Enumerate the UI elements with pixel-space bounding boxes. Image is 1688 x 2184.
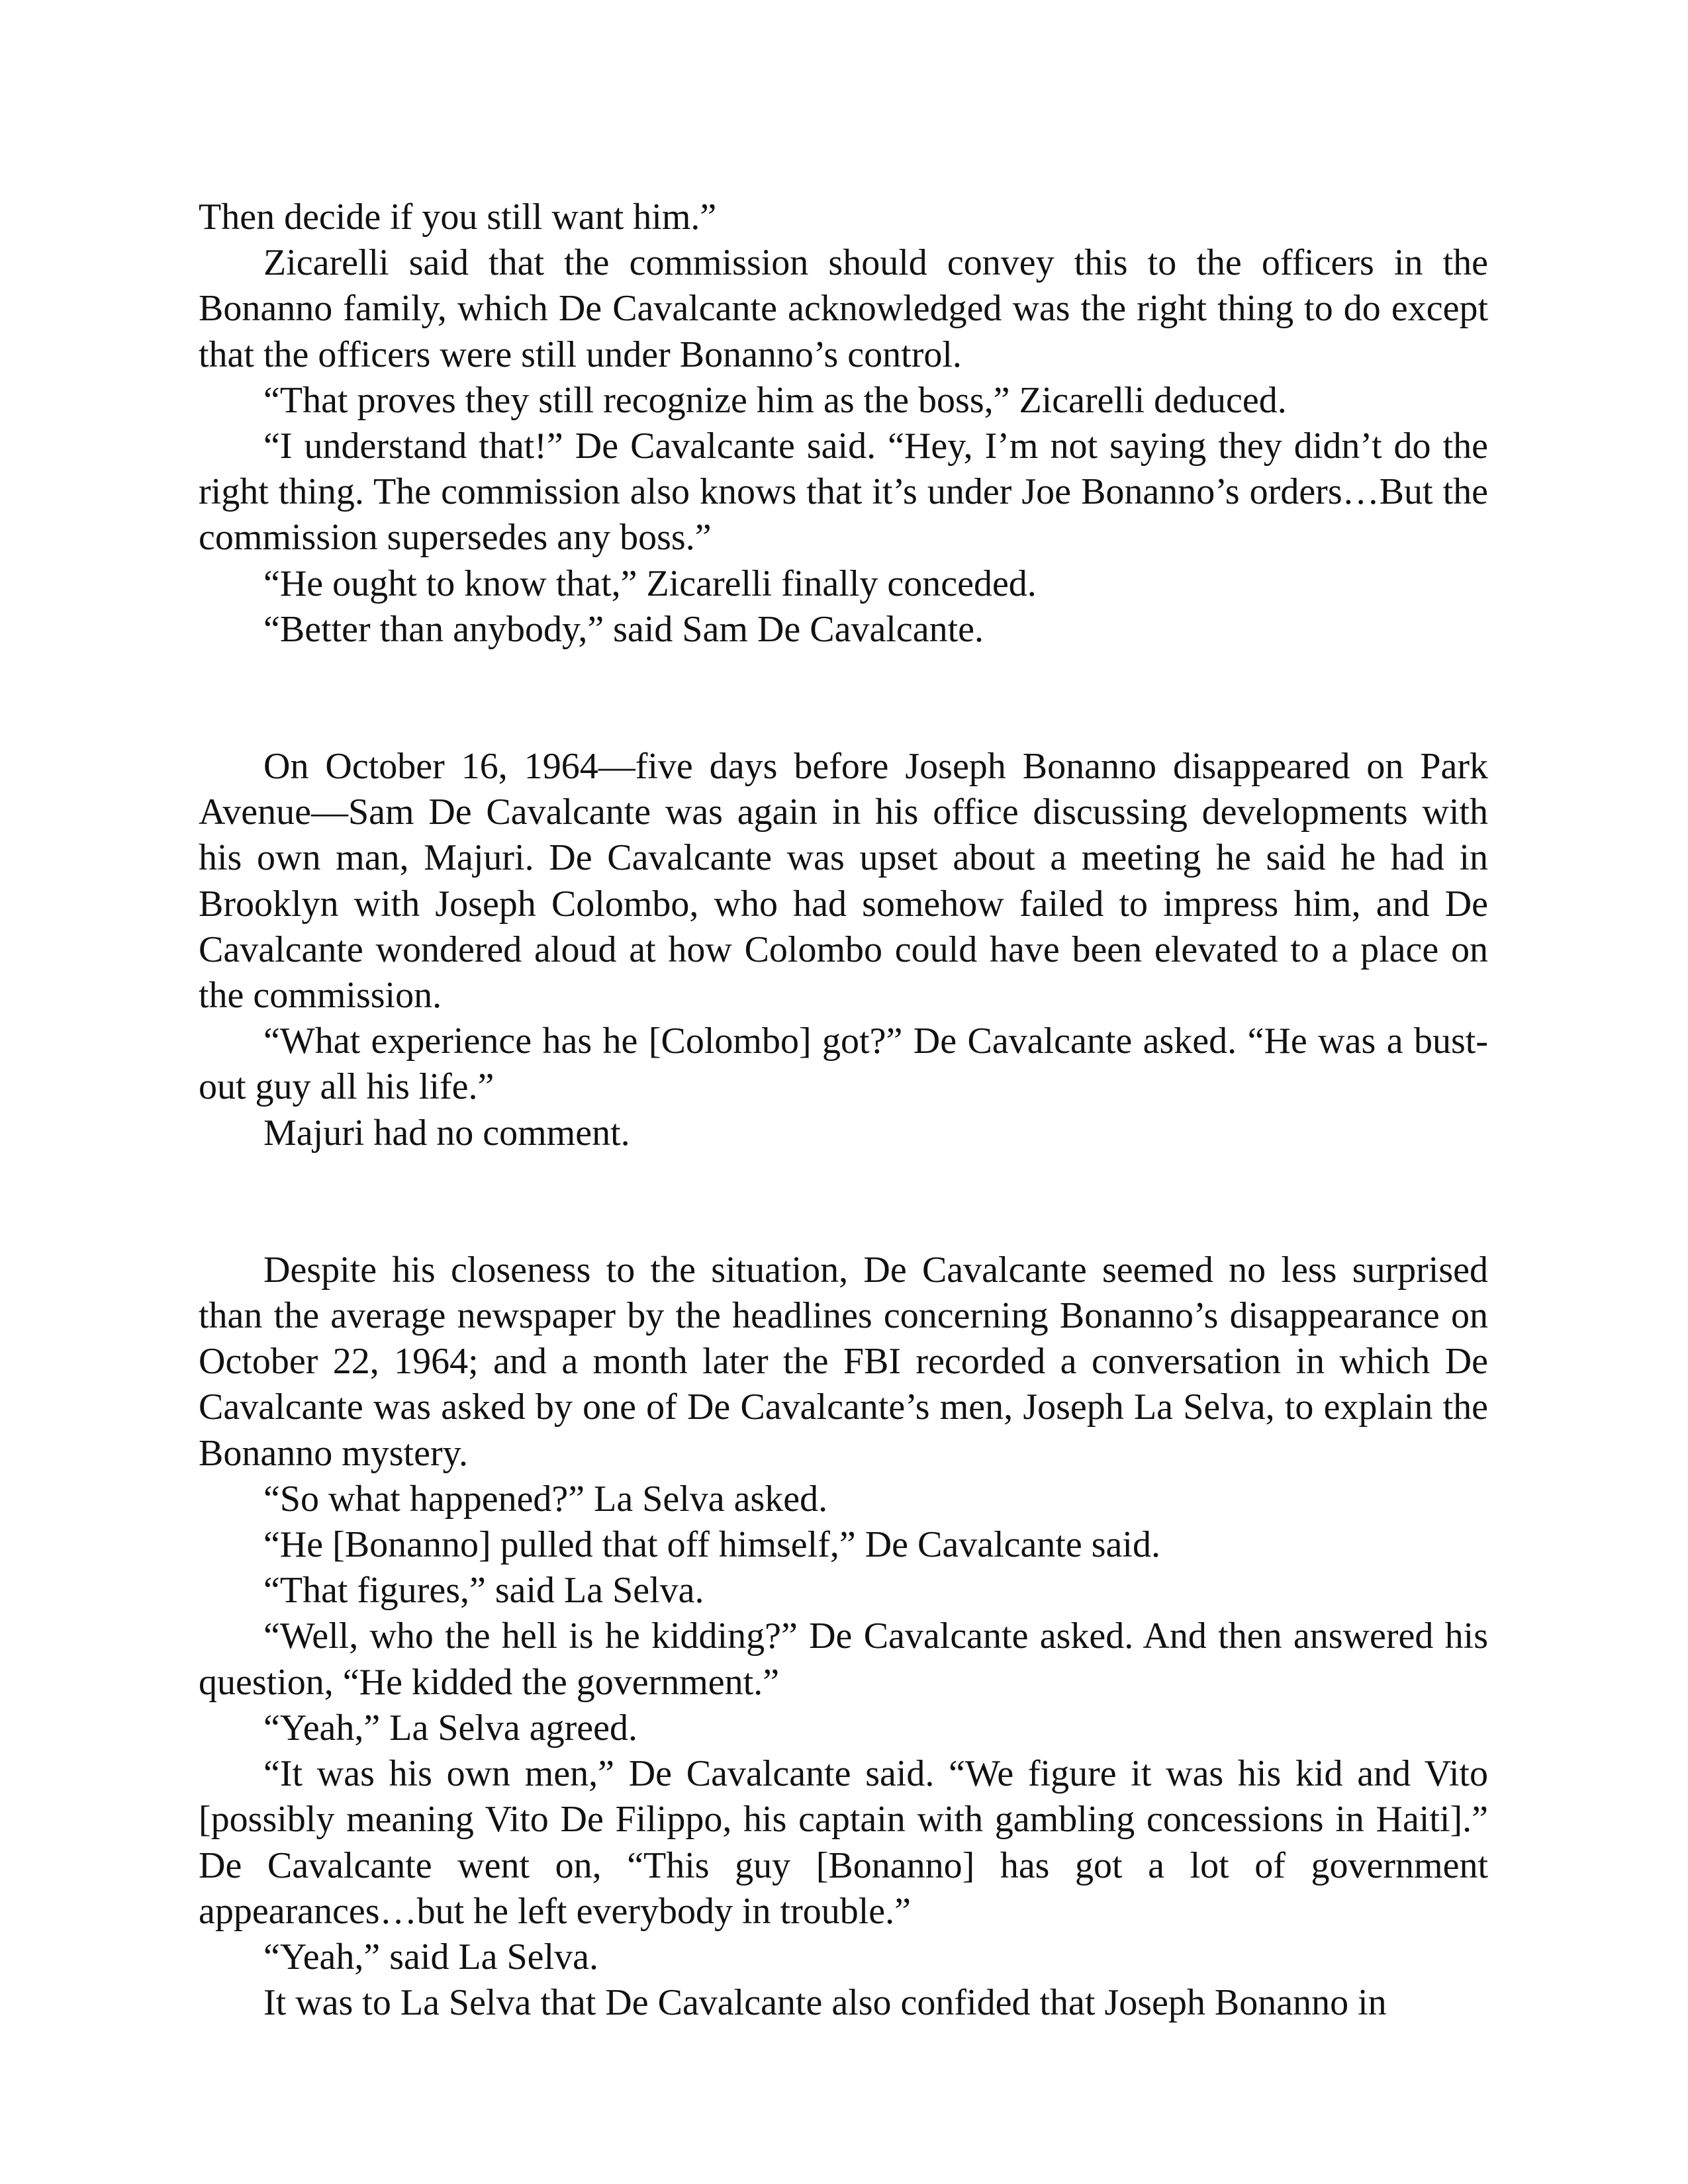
paragraph: “I understand that!” De Cavalcante said. “Hey, I’m not saying they didn’t do the right thing. The commission also knows that it’s under Joe Bonanno’s orders…But the commission supersedes any boss.” — [199, 426, 1488, 559]
paragraph: “Better than anybody,” said Sam De Cavalcante. — [263, 608, 984, 650]
paragraph: “So what happened?” La Selva asked. — [263, 1478, 828, 1520]
paragraph: Then decide if you still want him.” — [199, 197, 717, 238]
paragraph: “That proves they still recognize him as the boss,” Zicarelli deduced. — [263, 379, 1287, 421]
paragraph: On October 16, 1964—five days before Joseph Bonanno disappeared on Park Avenue—Sam De Cavalcante was again in his office discussing developments with his own man, Majuri. De Cavalcante was upset about a meeting he said he had in Brooklyn with Joseph Colombo, who had somehow failed to impress him, and De Cavalcante wondered aloud at how Colombo could have been elevated to a place on the commission. — [199, 746, 1488, 1017]
paragraph: Despite his closeness to the situation, De Cavalcante seemed no less surprised than the average newspaper by the headlines concerning Bonanno’s disappearance on October 22, 1964; and a month later the FBI recorded a conversation in which De Cavalcante was asked by one of De Cavalcante’s men, Joseph La Selva, to explain the Bonanno mystery. — [199, 1249, 1488, 1474]
paragraph: Majuri had no comment. — [263, 1112, 630, 1154]
paragraph: “What experience has he [Colombo] got?” De Cavalcante asked. “He was a bust-out guy all his life.” — [199, 1021, 1488, 1108]
document-page — [199, 195, 1488, 2026]
paragraph: “Yeah,” La Selva agreed. — [263, 1707, 637, 1749]
paragraph: “Well, who the hell is he kidding?” De Cavalcante asked. And then answered his question, “He kidded the government.” — [199, 1615, 1488, 1703]
paragraph: “It was his own men,” De Cavalcante said. “We figure it was his kid and Vito [possibly meaning Vito De Filippo, his captain with gambling concessions in Haiti].” De Cavalcante went on, “This guy [Bonanno] has got a lot of government appearances…but he left everybody in trouble.” — [199, 1753, 1488, 1932]
paragraph: “He [Bonanno] pulled that off himself,” De Cavalcante said. — [263, 1524, 1160, 1566]
paragraph: It was to La Selva that De Cavalcante also confided that Joseph Bonanno in — [263, 1982, 1387, 2024]
section-break — [199, 1156, 1488, 1248]
paragraph: Zicarelli said that the commission should convey this to the officers in the Bonanno family, which De Cavalcante acknowledged was the right thing to do except that the officers were still under Bonanno’s control. — [199, 242, 1488, 375]
paragraph: “That figures,” said La Selva. — [263, 1570, 704, 1612]
paragraph: “Yeah,” said La Selva. — [263, 1936, 598, 1978]
paragraph: “He ought to know that,” Zicarelli finally conceded. — [263, 563, 1037, 604]
section-break — [199, 653, 1488, 744]
